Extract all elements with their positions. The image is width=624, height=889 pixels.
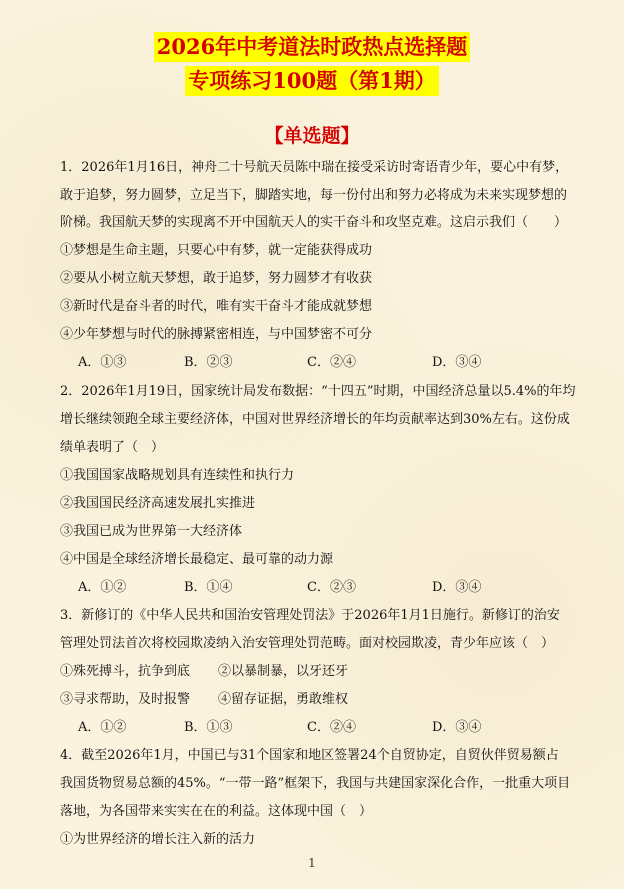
- q1-option-a[interactable]: A．①③: [78, 355, 127, 370]
- q2-stem-line-2: 增长继续领跑全球主要经济体，中国对世界经济增长的年均贡献率达到30%左右。这份成: [60, 412, 570, 427]
- title-line-1-wrap: [0, 32, 624, 62]
- title-line-2: 专项练习100题（第1期）: [185, 66, 438, 96]
- q3-statement-3: ③寻求帮助，及时报警: [60, 692, 191, 707]
- q2-statement-2: ②我国国民经济高速发展扎实推进: [60, 496, 256, 511]
- q2-option-c[interactable]: C．②③: [307, 580, 356, 595]
- title-line-1: 2026年中考道法时政热点选择题: [154, 32, 470, 62]
- q1-statement-2: ②要从小树立航天梦想，敢于追梦，努力圆梦才有收获: [60, 271, 373, 286]
- q2-statement-4: ④中国是全球经济增长最稳定、最可靠的动力源: [60, 552, 334, 567]
- q3-statement-4: ④留存证据，勇敢维权: [218, 692, 349, 707]
- page-number: 1: [308, 856, 316, 870]
- q3-option-b[interactable]: B．①③: [184, 720, 233, 735]
- q3-option-a[interactable]: A．①②: [78, 720, 127, 735]
- q3-option-c[interactable]: C．②④: [307, 720, 356, 735]
- q1-option-c[interactable]: C．②④: [307, 355, 356, 370]
- q1-statement-1: ①梦想是生命主题，只要心中有梦，就一定能获得成功: [60, 243, 373, 258]
- q4-stem-line-2: 我国货物贸易总额的45%。“一带一路”框架下，我国与共建国家深化合作，一批重大项目: [60, 776, 571, 791]
- q4-statement-1: ①为世界经济的增长注入新的活力: [60, 832, 256, 847]
- q2-option-a[interactable]: A．①②: [78, 580, 127, 595]
- q2-option-b[interactable]: B．①④: [184, 580, 233, 595]
- q1-stem-line-2: 敢于追梦，努力圆梦，立足当下，脚踏实地，每一份付出和努力必将成为未来实现梦想的: [60, 188, 568, 203]
- q1-option-b[interactable]: B．②③: [184, 355, 233, 370]
- q3-statement-1: ①殊死搏斗，抗争到底: [60, 664, 191, 679]
- section-heading: 【单选题】: [264, 125, 360, 147]
- q2-statement-1: ①我国国家战略规划具有连续性和执行力: [60, 468, 295, 483]
- q2-stem-line-1: 2．2026年1月19日，国家统计局发布数据：“十四五”时期，中国经济总量以5.4%的年均: [60, 384, 576, 399]
- q1-stem-line-1: 1．2026年1月16日，神舟二十号航天员陈中瑞在接受采访时寄语青少年，要心中有梦，: [60, 160, 569, 175]
- q2-stem-line-3: 绩单表明了（ ）: [60, 440, 165, 455]
- q4-stem-line-3: 落地，为各国带来实实在在的利益。这体现中国（ ）: [60, 804, 373, 819]
- q1-statement-3: ③新时代是奋斗者的时代，唯有实干奋斗才能成就梦想: [60, 299, 373, 314]
- title-line-2-wrap: [0, 66, 624, 96]
- q3-option-d[interactable]: D．③④: [432, 720, 482, 735]
- q3-statement-2: ②以暴制暴，以牙还牙: [218, 664, 349, 679]
- q1-stem-line-3: 阶梯。我国航天梦的实现离不开中国航天人的实干奋斗和攻坚克难。这启示我们（ ）: [60, 215, 568, 230]
- q3-stem-line-1: 3．新修订的《中华人民共和国治安管理处罚法》于2026年1月1日施行。新修订的治安: [60, 608, 560, 623]
- q4-stem-line-1: 4．截至2026年1月，中国已与31个国家和地区签署24个自贸协定，自贸伙伴贸易额占: [60, 748, 559, 763]
- q2-option-d[interactable]: D．③④: [432, 580, 482, 595]
- q3-stem-line-2: 管理处罚法首次将校园欺凌纳入治安管理处罚范畴。面对校园欺凌，青少年应该（ ）: [60, 636, 555, 651]
- q2-statement-3: ③我国已成为世界第一大经济体: [60, 524, 243, 539]
- q1-option-d[interactable]: D．③④: [432, 355, 482, 370]
- q1-statement-4: ④少年梦想与时代的脉搏紧密相连，与中国梦密不可分: [60, 327, 373, 342]
